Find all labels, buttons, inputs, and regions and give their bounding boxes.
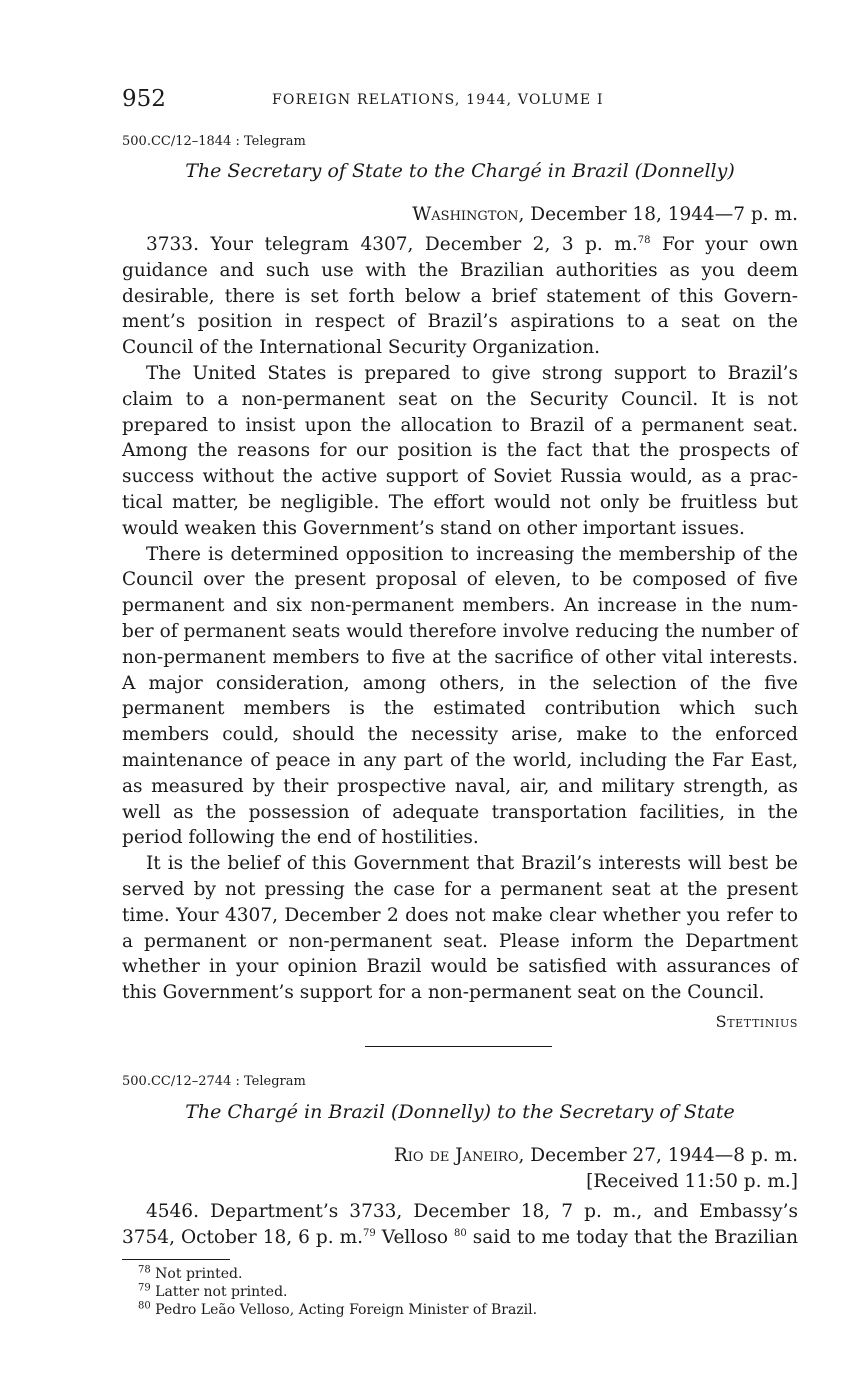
received-line: [Received 11:50 p. m.] [586,1171,798,1192]
document-title-2: The Chargé in Brazil (Donnelly) to the Secretary of State [185,1101,735,1123]
footnote-divider [122,1259,230,1260]
running-head [122,86,798,116]
paragraph: The United States is prepared to give strong support to Brazil’s claim to a non-permanent seat on the Security Council. It is not prepared to insist upon the allocation to Brazil of a permanent seat. Among the reasons for our position is the fact that the prospects of success without the active support of Soviet Russia would, as a practical matter, be negligible. The effort would not only be fruitless but would weaken this Government’s stand on other important issues. [122,362,798,539]
footnote [138,1283,537,1301]
paragraph-text: 4546. Department’s 3733, December 18, 7 p. m., and Embassy’s 3754, October 18, 6 p. m. [122,1201,798,1248]
dateline-2 [394,1145,798,1166]
footnote-number: 78 [138,1264,151,1276]
footnote-text: Pedro Leão Velloso, Acting Foreign Minister of Brazil. [150,1302,538,1318]
paragraph: There is determined opposition to increasing the membership of the Council over the present proposal of eleven, to be composed of five permanent and six non-permanent members. An increase in the number of permanent seats would therefore involve reducing the number of non-permanent members to five at the sacrifice of other vital interests. A major consideration, among others, in the selection of the five permanent members is the estimated contribution which such members could, should the necessity arise, make to the enforced maintenance of peace in any part of the world, including the Far East, as measured by their prospective naval, air, and military strength, as well as the possession of adequate transportation facilities, in the period following the end of hostilities. [122,543,798,849]
dateline-place: Washington [412,204,519,225]
document-title-1: The Secretary of State to the Chargé in Brazil (Donnelly) [185,160,735,182]
page-number: 952 [122,86,166,112]
footnote-ref: 78 [637,234,651,246]
dateline-place: Rio de Janeiro [393,1145,519,1166]
paragraph [122,1199,798,1251]
running-title: FOREIGN RELATIONS, 1944, VOLUME I [272,92,604,108]
file-reference-1: 500.CC/12–1844 : Telegram [122,134,306,149]
footnote-text: Latter not printed. [150,1284,288,1300]
footnote-number: 79 [138,1282,151,1294]
footnote-ref: 79 [363,1227,376,1239]
footnote [138,1265,537,1283]
footnote-number: 80 [138,1300,151,1312]
footnote-text: Not printed. [150,1266,243,1282]
dateline-date: , December 27, 1944—8 p. m. [518,1145,798,1166]
paragraph [122,232,798,361]
section-divider [365,1046,552,1047]
paragraph-text: For your own guidance and such use with the Brazilian authorities as you deem desirable, there is set forth below a brief statement of this Government’s position in respect of Brazil’s aspirations to a seat on the Council of the International Security Organization. [122,234,798,359]
dateline-date: , December 18, 1944—7 p. m. [518,204,798,225]
footnote-ref: 80 [454,1227,467,1239]
file-reference-2: 500.CC/12–2744 : Telegram [122,1074,306,1089]
dateline-1 [412,204,798,225]
paragraph-text: said to me today that the Brazilian [466,1226,798,1248]
telegram-body-2 [122,1199,798,1251]
signature: Stettinius [715,1012,798,1031]
paragraph-text: Velloso [375,1226,454,1248]
footnotes [138,1265,537,1319]
paragraph: It is the belief of this Government that Brazil’s interests will best be served by not pressing the case for a permanent seat at the present time. Your 4307, December 2 does not make clear whether you refer to a permanent or non-permanent seat. Please inform the Department whether in your opinion Brazil would be satisfied with assurances of this Government’s support for a non-permanent seat on the Council. [122,853,798,1004]
paragraph-text: 3733. Your telegram 4307, December 2, 3 p. m. [146,234,638,255]
telegram-body-1 [122,232,798,1006]
footnote [138,1301,537,1319]
